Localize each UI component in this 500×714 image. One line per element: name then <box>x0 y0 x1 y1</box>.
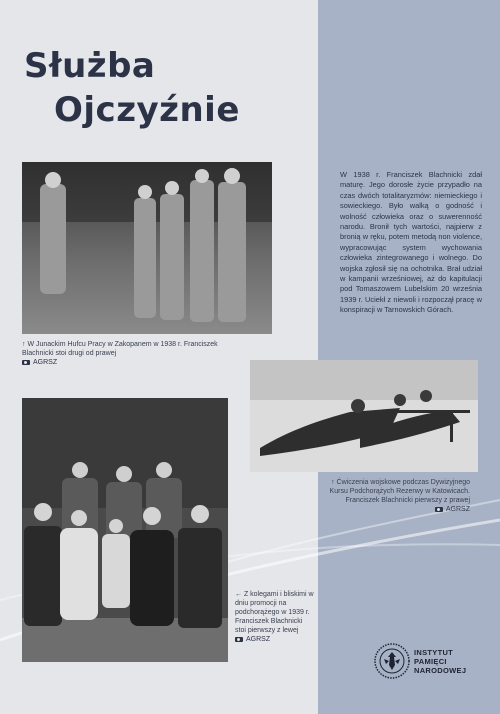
logo-line-3: NARODOWEJ <box>414 665 467 675</box>
logo-line-2: PAMIĘCI <box>414 656 447 666</box>
logo-line-1: INSTYTUT <box>414 647 454 657</box>
body-text: W 1938 r. Franciszek Blachnicki zdał maturę. Jego dorosłe życie przypadło na czas dwóch totalitaryzmów: niemieckiego i sowieckiego. Było walką o godność i wolność człowieka oraz o suwerenność narodu. Bronił tych wartości, najpierw z bronią w ręku, potem metodą non violence, wypracowując system wychowania człowieka zintegrowanego i wolnego. Do wojska zgłosił się na ochotnika. Brał udział w kampanii wrześniowej, aż do kapitulacji pod Tomaszowem Lubelskim 20 września 1939 r. Uciekł z niewoli i rozpoczął pracę w konspiracji w Tarnowskich Górach. <box>340 170 482 315</box>
photo-military-exercise <box>250 360 478 472</box>
caption-photo-3 <box>235 590 315 644</box>
ipn-logo <box>374 643 466 679</box>
camera-icon <box>22 360 30 365</box>
caption-photo-2-text: ↑ Ćwiczenia wojskowe podczas Dywizyjnego Kursu Podchorążych Rezerwy w Katowicach. Franciszek Blachnicki pierwszy z prawej <box>329 479 470 504</box>
caption-photo-2-credit: AGRSZ <box>445 506 470 513</box>
caption-photo-3-credit: AGRSZ <box>246 636 271 643</box>
caption-photo-3-text: ← Z kolegami i bliskimi w dniu promocji na podchorążego w 1939 r. Franciszek Blachnicki stoi pierwszy z lewej <box>235 591 314 634</box>
caption-photo-1-credit: AGRSZ <box>33 359 58 366</box>
camera-icon <box>235 637 243 642</box>
caption-photo-1-text: ↑ W Junackim Hufcu Pracy w Zakopanem w 1938 r. Franciszek Blachnicki stoi drugi od prawej <box>22 341 218 357</box>
caption-photo-1 <box>22 340 222 367</box>
photo-promotion-group <box>22 398 228 662</box>
page-title <box>24 44 240 132</box>
title-line-1: Służba <box>24 46 156 86</box>
photo-junak-group <box>22 162 272 334</box>
caption-photo-2 <box>322 478 470 514</box>
ipn-emblem-icon <box>374 643 410 679</box>
title-line-2: Ojczyźnie <box>54 90 240 130</box>
ipn-logo-text <box>414 648 466 675</box>
camera-icon <box>435 507 443 512</box>
